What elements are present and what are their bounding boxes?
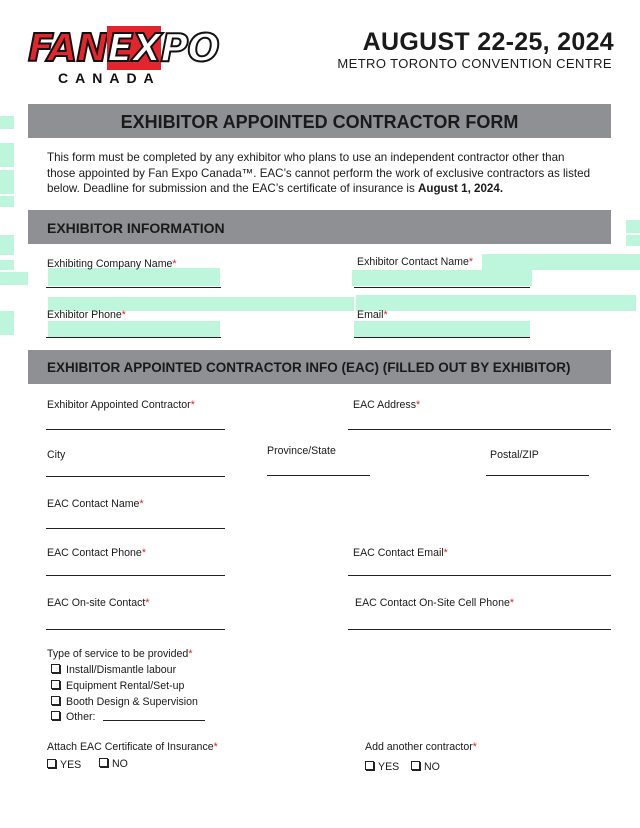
- logo-fan: FAN: [28, 26, 108, 70]
- required-mark: *: [383, 309, 388, 321]
- left-highlight-strip: [0, 196, 14, 207]
- checkbox[interactable]: [365, 761, 374, 770]
- logo-canada: CANADA: [58, 70, 161, 86]
- company-name-label: [47, 258, 177, 270]
- eac-contact-email-label: [353, 547, 448, 559]
- required-mark: *: [443, 547, 448, 559]
- option-label: Install/Dismantle labour: [66, 664, 177, 676]
- city-input-line[interactable]: [46, 476, 225, 477]
- eac-address-label: [353, 399, 420, 411]
- eac-contact-phone-label: [47, 547, 146, 559]
- eac-contact-name-text: EAC Contact Name: [47, 498, 140, 510]
- add-contractor-no[interactable]: [411, 761, 440, 773]
- field-highlight: [48, 321, 220, 337]
- left-highlight-strip: [0, 116, 14, 129]
- email-input-line[interactable]: [354, 337, 530, 338]
- service-option-booth-design[interactable]: [51, 696, 198, 708]
- checkbox[interactable]: [411, 761, 420, 770]
- required-mark: *: [416, 399, 421, 411]
- contractor-text: Exhibitor Appointed Contractor: [47, 399, 191, 411]
- right-highlight-strip: [626, 220, 640, 233]
- checkbox[interactable]: [51, 664, 60, 673]
- onsite-contact-text: EAC On-site Contact: [47, 597, 146, 609]
- field-highlight: [354, 321, 530, 337]
- eac-section-title: EXHIBITOR APPOINTED CONTRACTOR INFO (EAC) (FILLED OUT BY EXHIBITOR): [28, 350, 611, 384]
- contractor-input-line[interactable]: [46, 429, 225, 430]
- eac-contact-phone-text: EAC Contact Phone: [47, 547, 142, 559]
- email-text: Email: [357, 309, 384, 321]
- province-input-line[interactable]: [267, 475, 370, 476]
- certificate-text: Attach EAC Certificate of Insurance: [47, 741, 214, 753]
- contact-name-label: [357, 256, 473, 268]
- intro-text: This form must be completed by any exhibitor who plans to use an independent contractor other than those appointed by Fan Expo Canada™. EAC’s cannot perform the work of exclusive contractors as listed below. Deadline for submission and the EAC’s certificate of insurance is: [47, 151, 591, 195]
- onsite-cell-label: [355, 597, 514, 609]
- required-mark: *: [188, 648, 193, 660]
- required-mark: *: [141, 547, 146, 559]
- required-mark: *: [213, 741, 218, 753]
- phone-label: [47, 309, 126, 321]
- add-contractor-yes[interactable]: [365, 761, 399, 773]
- left-highlight-strip: [0, 143, 14, 167]
- company-name-text: Exhibiting Company Name: [47, 258, 173, 270]
- phone-text: Exhibitor Phone: [47, 309, 122, 321]
- add-contractor-label: [365, 741, 477, 753]
- eac-contact-email-text: EAC Contact Email: [353, 547, 444, 559]
- city-label: City: [47, 449, 66, 461]
- certificate-yes[interactable]: [47, 759, 81, 771]
- fan-expo-logo: [28, 26, 219, 86]
- service-option-install[interactable]: [51, 664, 176, 676]
- event-venue: METRO TORONTO CONVENTION CENTRE: [337, 56, 612, 71]
- postal-input-line[interactable]: [486, 475, 589, 476]
- checkbox[interactable]: [51, 696, 60, 705]
- option-label: Equipment Rental/Set-up: [66, 680, 185, 692]
- field-highlight: [356, 295, 636, 311]
- service-type-text: Type of service to be provided: [47, 648, 189, 660]
- required-mark: *: [468, 256, 473, 268]
- onsite-contact-input-line[interactable]: [46, 629, 225, 630]
- required-mark: *: [190, 399, 195, 411]
- left-highlight-strip: [0, 235, 14, 255]
- option-label: Other:: [66, 711, 96, 723]
- left-highlight-strip: [0, 260, 14, 270]
- contact-name-input-line[interactable]: [354, 287, 530, 288]
- eac-contact-phone-input-line[interactable]: [46, 575, 225, 576]
- onsite-contact-label: [47, 597, 149, 609]
- event-date: AUGUST 22-25, 2024: [362, 28, 614, 56]
- required-mark: *: [472, 741, 477, 753]
- intro-paragraph: [47, 150, 595, 197]
- exhibitor-section-title: EXHIBITOR INFORMATION: [28, 210, 611, 244]
- required-mark: *: [121, 309, 126, 321]
- option-label: Booth Design & Supervision: [66, 696, 198, 708]
- company-name-input-line[interactable]: [46, 287, 221, 288]
- left-highlight-strip: [0, 170, 14, 194]
- field-highlight: [352, 270, 532, 286]
- eac-contact-name-input-line[interactable]: [46, 528, 225, 529]
- checkbox[interactable]: [51, 680, 60, 689]
- no-label: NO: [112, 758, 128, 770]
- required-mark: *: [145, 597, 150, 609]
- certificate-label: [47, 741, 218, 753]
- checkbox[interactable]: [99, 758, 108, 767]
- yes-label: YES: [378, 761, 400, 773]
- required-mark: *: [509, 597, 514, 609]
- contractor-label: [47, 399, 195, 411]
- checkbox[interactable]: [51, 711, 60, 720]
- onsite-cell-text: EAC Contact On-Site Cell Phone: [355, 597, 510, 609]
- required-mark: *: [139, 498, 144, 510]
- postal-label: Postal/ZIP: [490, 449, 539, 461]
- no-label: NO: [424, 761, 440, 773]
- contact-name-text: Exhibitor Contact Name: [357, 256, 469, 268]
- province-label: Province/State: [267, 445, 336, 457]
- intro-deadline: August 1, 2024.: [417, 182, 504, 195]
- phone-input-line[interactable]: [46, 337, 221, 338]
- required-mark: *: [172, 258, 177, 270]
- right-highlight-strip: [626, 235, 640, 246]
- yes-label: YES: [60, 759, 82, 771]
- field-highlight: [482, 254, 640, 270]
- onsite-cell-input-line[interactable]: [348, 629, 611, 630]
- service-type-label: [47, 648, 192, 660]
- logo-po: PO: [160, 26, 219, 70]
- add-contractor-text: Add another contractor: [365, 741, 473, 753]
- logo-ex: EX: [107, 26, 161, 70]
- email-label: [357, 309, 388, 321]
- certificate-no[interactable]: [99, 758, 128, 770]
- eac-address-input-line[interactable]: [348, 429, 611, 430]
- eac-contact-email-input-line[interactable]: [348, 575, 611, 576]
- other-input-line[interactable]: [103, 720, 205, 721]
- service-option-other[interactable]: [51, 711, 95, 723]
- service-option-equipment[interactable]: [51, 680, 184, 692]
- checkbox[interactable]: [47, 759, 56, 768]
- form-title: EXHIBITOR APPOINTED CONTRACTOR FORM: [28, 104, 611, 138]
- left-highlight-strip: [0, 311, 14, 335]
- logo-wordmark: [28, 26, 219, 70]
- eac-contact-name-label: [47, 498, 144, 510]
- field-highlight: [48, 268, 220, 286]
- eac-address-text: EAC Address: [353, 399, 417, 411]
- left-highlight-strip: [0, 272, 28, 285]
